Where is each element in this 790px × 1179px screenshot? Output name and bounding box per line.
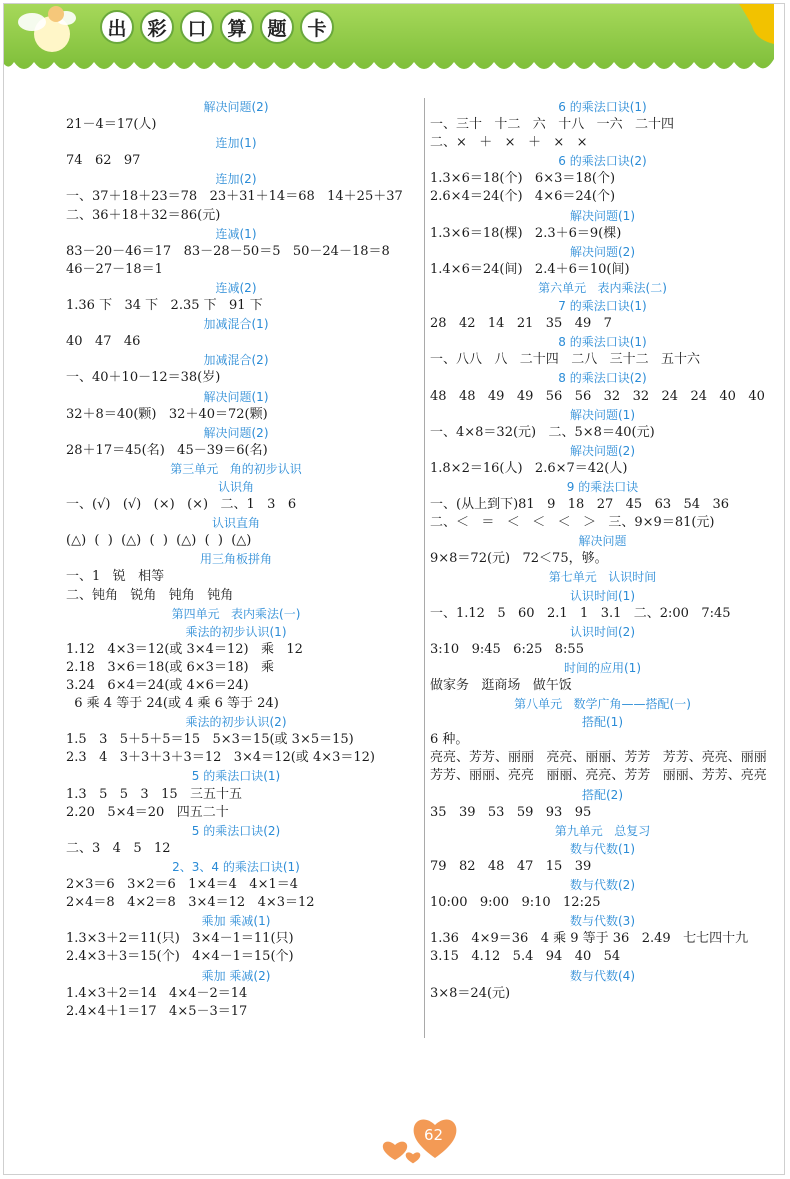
answer-line: 1.12 4×3＝12(或 3×4＝12) 乘 12 <box>66 641 303 657</box>
answer-line: 一、(√) (√) (×) (×) 二、1 3 6 <box>66 497 297 513</box>
answer-line: 2×3＝6 3×2＝6 1×4＝4 4×1＝4 <box>66 877 299 893</box>
title-char: 出 <box>100 10 134 44</box>
answer-line: 2×4＝8 4×2＝8 3×4＝12 4×3＝12 <box>66 895 315 911</box>
section-heading: 5 的乘法口诀(2) <box>191 823 281 838</box>
section-heading: 数与代数(2) <box>570 878 635 893</box>
answer-line: 一、37＋18＋23＝78 23＋31＋14＝68 14＋25＋37 <box>66 189 403 205</box>
answer-line: 48 48 49 49 56 56 32 32 24 24 40 40 <box>430 388 765 404</box>
section-heading: 6 的乘法口诀(1) <box>558 100 647 114</box>
answer-line: 2.3 4 3＋3＋3＋3＝12 3×4＝12(或 4×3＝12) <box>66 750 375 766</box>
section-heading: 乘加 乘减(2) <box>201 968 271 983</box>
section-heading: 解决问题(2) <box>570 244 635 259</box>
section-heading: 时间的应用(1) <box>564 660 641 675</box>
section-heading: 搭配(1) <box>582 715 623 730</box>
right-answer-column <box>430 98 775 1003</box>
section-heading: 解决问题(2) <box>570 443 635 458</box>
section-heading: 数与代数(4) <box>570 968 635 983</box>
section-heading: 2、3、4 的乘法口诀(1) <box>172 859 300 874</box>
answer-line: 2.4×3＋3＝15(个) 4×4－1＝15(个) <box>66 949 294 965</box>
title-row <box>100 10 334 44</box>
answer-line: 2.20 5×4＝20 四五二十 <box>66 804 229 820</box>
answer-line: 一、(从上到下)81 9 18 27 45 63 54 36 <box>430 497 729 513</box>
answer-line: 10:00 9:00 9:10 12:25 <box>430 895 601 911</box>
title-char: 卡 <box>300 10 334 44</box>
answer-line: 二、3 4 5 12 <box>66 840 171 856</box>
section-heading: 认识时间(2) <box>570 624 635 639</box>
answer-line: 1.3 5 5 3 15 三五十五 <box>66 786 243 802</box>
section-heading: 加减混合(1) <box>203 317 269 332</box>
answer-line: 一、八八 八 二十四 二八 三十二 五十六 <box>430 352 700 368</box>
section-heading: 第七单元 认识时间 <box>548 570 657 585</box>
answer-line: 21－4＝17(人) <box>66 117 157 133</box>
answer-line: 6 乘 4 等于 24(或 4 乘 6 等于 24) <box>66 696 279 712</box>
section-heading: 解决问题(2) <box>203 100 269 114</box>
answer-line: 79 82 48 47 15 39 <box>430 858 592 874</box>
section-heading: 7 的乘法口诀(1) <box>558 299 647 314</box>
section-heading: 认识直角 <box>211 516 260 531</box>
answer-line: 亮亮、芳芳、丽丽 亮亮、丽丽、芳芳 芳芳、亮亮、丽丽 <box>430 750 767 766</box>
section-heading: 乘法的初步认识(2) <box>185 715 287 730</box>
section-heading: 认识角 <box>217 479 254 494</box>
left-answer-column <box>66 98 406 1021</box>
answer-line: 6 种。 <box>430 732 469 748</box>
answer-line: 一、1.12 5 60 2.1 1 3.1 二、2:00 7:45 <box>430 605 731 621</box>
section-heading: 5 的乘法口诀(1) <box>191 769 281 784</box>
answer-line: 二、钝角 锐角 钝角 钝角 <box>66 587 234 603</box>
section-heading: 9 的乘法口诀 <box>566 479 639 494</box>
section-heading: 连减(2) <box>215 280 257 295</box>
answer-line: 二、36＋18＋32＝86(元) <box>66 207 221 223</box>
answer-line: 1.36 4×9＝36 4 乘 9 等于 36 2.49 七七四十九 <box>430 931 749 947</box>
answer-line: 二、× ＋ × ＋ × × <box>430 135 588 151</box>
answer-line: 芳芳、丽丽、亮亮 丽丽、亮亮、芳芳 丽丽、芳芳、亮亮 <box>430 768 767 784</box>
title-char: 彩 <box>140 10 174 44</box>
answer-line: 二、＜ ＝ ＜ ＜ ＜ ＞ 三、9×9＝81(元) <box>430 515 715 531</box>
answer-line: 2.4×4＋1＝17 4×5－3＝17 <box>66 1003 248 1019</box>
answer-line: 一、1 锐 相等 <box>66 569 165 585</box>
answer-line: 1.4×6＝24(间) 2.4＋6＝10(间) <box>430 261 630 277</box>
title-char: 题 <box>260 10 294 44</box>
title-char: 口 <box>180 10 214 44</box>
answer-line: 2.6×4＝24(个) 4×6＝24(个) <box>430 189 616 205</box>
section-heading: 第六单元 表内乘法(二) <box>538 280 667 295</box>
section-heading: 解决问题(2) <box>203 425 269 440</box>
answer-line: 1.8×2＝16(人) 2.6×7＝42(人) <box>430 460 628 476</box>
answer-line: 1.3×6＝18(棵) 2.3＋6＝9(棵) <box>430 225 622 241</box>
answer-line: 1.36 下 34 下 2.35 下 91 下 <box>66 298 263 314</box>
section-heading: 6 的乘法口诀(2) <box>558 154 647 169</box>
title-char: 算 <box>220 10 254 44</box>
section-heading: 数与代数(3) <box>570 914 635 929</box>
answer-line: 3.15 4.12 5.4 94 40 54 <box>430 949 621 965</box>
column-divider <box>424 98 425 1038</box>
answer-line: 32＋8＝40(颗) 32＋40＝72(颗) <box>66 406 268 422</box>
section-heading: 解决问题(1) <box>570 208 635 223</box>
section-heading: 用三角板拼角 <box>199 552 272 567</box>
answer-line: 一、三十 十二 六 十八 一六 二十四 <box>430 117 674 133</box>
section-heading: 第四单元 表内乘法(一) <box>171 606 301 621</box>
answer-line: 35 39 53 59 93 95 <box>430 804 592 820</box>
section-heading: 加减混合(2) <box>203 353 269 368</box>
section-heading: 连加(1) <box>215 136 257 151</box>
answer-line: 一、40＋10－12＝38(岁) <box>66 370 221 386</box>
page-number: 62 <box>424 1126 444 1144</box>
section-heading: 认识时间(1) <box>570 588 635 603</box>
section-heading: 连减(1) <box>215 226 257 241</box>
section-heading: 解决问题 <box>578 534 627 549</box>
section-heading: 连加(2) <box>215 172 257 187</box>
section-heading: 数与代数(1) <box>570 841 635 856</box>
answer-line: 做家务 逛商场 做午饭 <box>430 678 572 693</box>
section-heading: 解决问题(1) <box>203 389 269 404</box>
answer-line: 28 42 14 21 35 49 7 <box>430 316 612 332</box>
answer-line: 1.3×6＝18(个) 6×3＝18(个) <box>430 171 616 187</box>
answer-line: 一、4×8＝32(元) 二、5×8＝40(元) <box>430 424 655 440</box>
answer-line: 1.3×3＋2＝11(只) 3×4－1＝11(只) <box>66 931 294 947</box>
answer-line: (△) ( ) (△) ( ) (△) ( ) (△) <box>66 533 252 549</box>
answer-line: 1.5 3 5＋5＋5＝15 5×3＝15(或 3×5＝15) <box>66 732 354 748</box>
section-heading: 8 的乘法口诀(1) <box>558 335 647 350</box>
small-heart-icon <box>404 1151 422 1165</box>
answer-line: 3:10 9:45 6:25 8:55 <box>430 641 584 657</box>
answer-line: 40 47 46 <box>66 334 141 350</box>
answer-line: 83－20－46＝17 83－28－50＝5 50－24－18＝8 <box>66 243 390 259</box>
section-heading: 第三单元 角的初步认识 <box>170 461 302 476</box>
section-heading: 第八单元 数学广角——搭配(一) <box>514 697 691 712</box>
section-heading: 解决问题(1) <box>570 407 635 422</box>
answer-line: 46－27－18＝1 <box>66 261 163 277</box>
section-heading: 乘加 乘减(1) <box>201 914 271 929</box>
answer-line: 28＋17＝45(名) 45－39＝6(名) <box>66 442 268 458</box>
answer-line: 74 62 97 <box>66 153 141 169</box>
answer-line: 3.24 6×4＝24(或 4×6＝24) <box>66 678 249 693</box>
section-heading: 8 的乘法口诀(2) <box>558 371 647 386</box>
section-heading: 乘法的初步认识(1) <box>185 624 287 639</box>
answer-line: 2.18 3×6＝18(或 6×3＝18) 乘 <box>66 659 274 675</box>
section-heading: 第九单元 总复习 <box>554 823 651 838</box>
answer-line: 9×8＝72(元) 72＜75，够。 <box>430 551 608 567</box>
answer-line: 1.4×3＋2＝14 4×4－2＝14 <box>66 985 248 1001</box>
answer-line: 3×8＝24(元) <box>430 985 511 1001</box>
section-heading: 搭配(2) <box>582 787 623 802</box>
